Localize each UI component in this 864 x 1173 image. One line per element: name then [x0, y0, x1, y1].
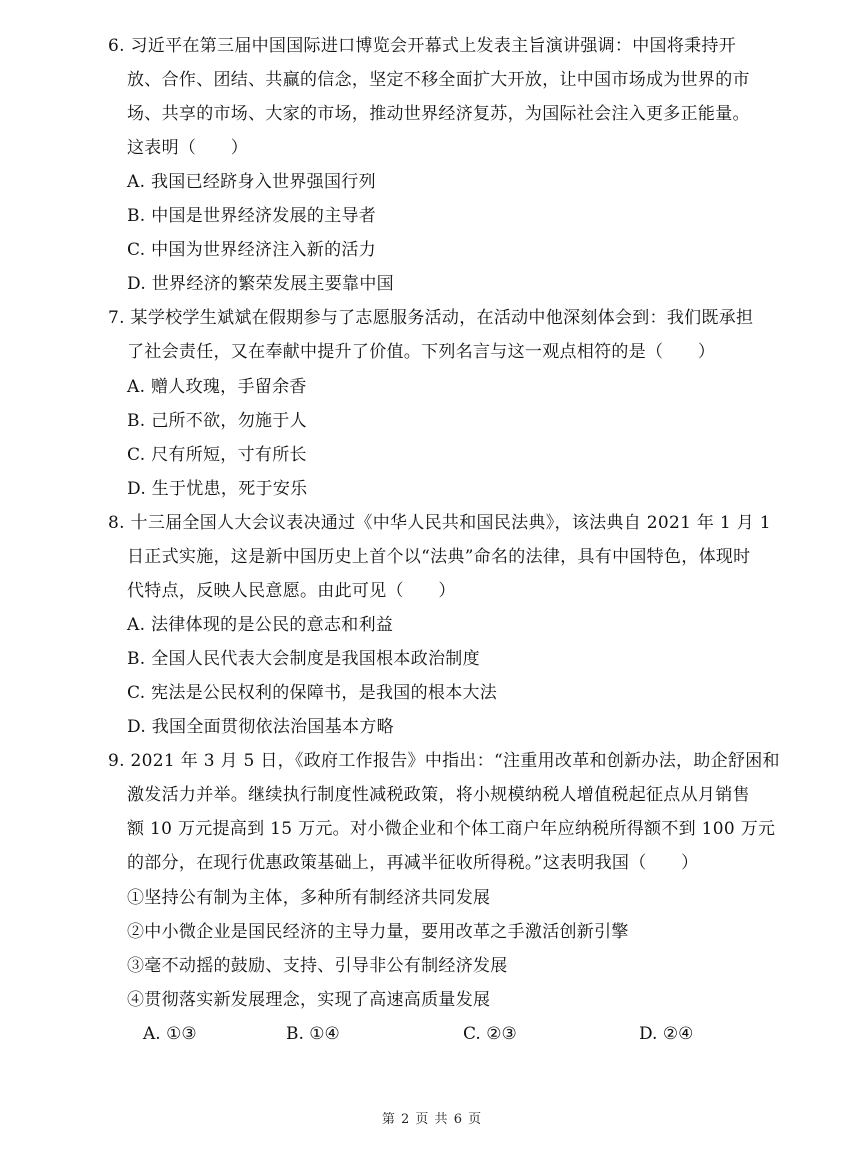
page-footer: 第 2 页 共 6 页 — [381, 1112, 483, 1127]
question-8-line-1: 8. 十三届全国人大会议表决通过《中华人民共和国民法典》，该法典自 2021 年 1 月 1 — [108, 513, 771, 533]
question-8-option-d: D. 我国全面贯彻依法治国基本方略 — [127, 717, 394, 737]
question-8-line-2: 日正式实施，这是新中国历史上首个以“法典”命名的法律，具有中国特色，体现时 — [127, 547, 751, 567]
question-9-line-4: 的部分，在现行优惠政策基础上，再减半征收所得税。”这表明我国（ ） — [127, 853, 699, 873]
question-7-line-1: 7. 某学校学生斌斌在假期参与了志愿服务活动，在活动中他深刻体会到：我们既承担 — [108, 308, 754, 328]
question-8-line-3: 代特点，反映人民意愿。由此可见（ ） — [127, 581, 456, 601]
question-7-line-2: 了社会责任，又在奉献中提升了价值。下列名言与这一观点相符的是（ ） — [127, 342, 716, 362]
question-9-statement-2: ②中小微企业是国民经济的主导力量，要用改革之手激活创新引擎 — [127, 922, 629, 942]
question-6-line-1: 6. 习近平在第三届中国国际进口博览会开幕式上发表主旨演讲强调：中国将秉持开 — [108, 36, 737, 56]
question-8-option-c: C. 宪法是公民权利的保障书，是我国的根本大法 — [127, 683, 498, 703]
question-9-line-3: 额 10 万元提高到 15 万元。对小微企业和个体工商户年应纳税所得额不到 100 万元 — [127, 819, 776, 839]
question-9-line-1: 9. 2021 年 3 月 5 日，《政府工作报告》中指出：“注重用改革和创新办法，助企舒困和 — [108, 751, 780, 771]
question-6-option-b: B. 中国是世界经济发展的主导者 — [127, 206, 377, 226]
question-9-statement-4: ④贯彻落实新发展理念，实现了高速高质量发展 — [127, 990, 491, 1010]
question-9-statement-3: ③毫不动摇的鼓励、支持、引导非公有制经济发展 — [127, 956, 508, 976]
question-6-line-3: 场、共享的市场、大家的市场，推动世界经济复苏，为国际社会注入更多正能量。 — [127, 104, 750, 124]
question-9-choice-d: D. ②④ — [639, 1024, 694, 1044]
question-6-line-2: 放、合作、团结、共赢的信念，坚定不移全面扩大开放，让中国市场成为世界的市 — [127, 70, 750, 90]
question-9-choice-c: C. ②③ — [463, 1024, 517, 1044]
question-9-line-2: 激发活力并举。继续执行制度性减税政策，将小规模纳税人增值税起征点从月销售 — [127, 785, 750, 805]
question-7-option-b: B. 己所不欲，勿施于人 — [127, 411, 307, 431]
question-8-option-a: A. 法律体现的是公民的意志和利益 — [127, 615, 394, 635]
question-6-option-d: D. 世界经济的繁荣发展主要靠中国 — [127, 274, 394, 294]
question-9-choice-a: A. ①③ — [143, 1024, 197, 1044]
question-6-line-4: 这表明（ ） — [127, 138, 249, 158]
question-7-option-c: C. 尺有所短，寸有所长 — [127, 445, 307, 465]
question-6-option-c: C. 中国为世界经济注入新的活力 — [127, 240, 377, 260]
question-7-option-a: A. 赠人玫瑰，手留余香 — [127, 377, 307, 397]
question-9-statement-1: ①坚持公有制为主体，多种所有制经济共同发展 — [127, 888, 491, 908]
question-9-choice-b: B. ①④ — [286, 1024, 340, 1044]
question-7-option-d: D. 生于忧患，死于安乐 — [127, 479, 308, 499]
question-6-option-a: A. 我国已经跻身入世界强国行列 — [127, 172, 376, 192]
question-8-option-b: B. 全国人民代表大会制度是我国根本政治制度 — [127, 649, 480, 669]
